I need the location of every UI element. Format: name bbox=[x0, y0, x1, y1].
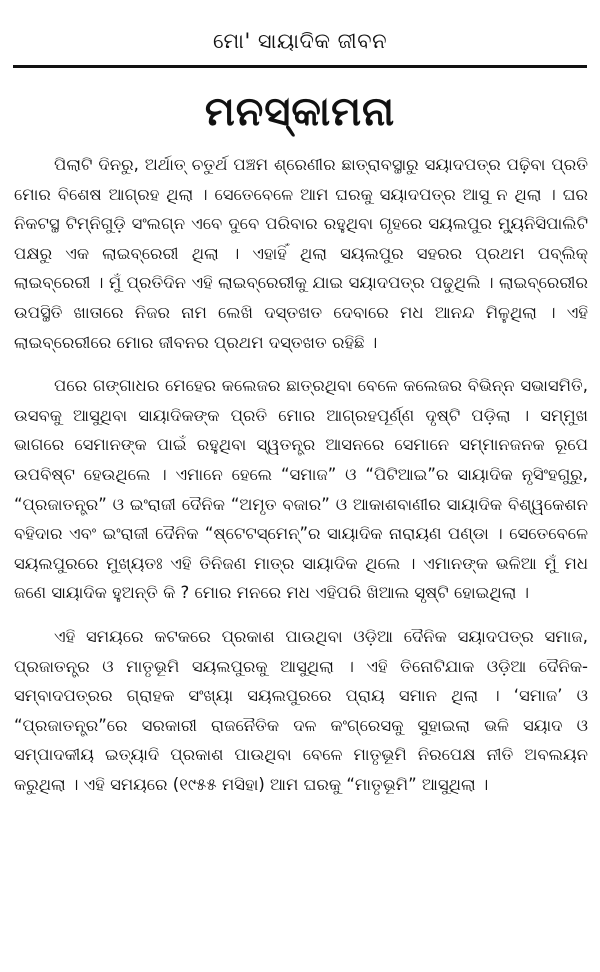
body-text bbox=[14, 150, 588, 799]
paragraph-1: ପିଲାଟି ଦିନରୁ, ଅର୍ଥାତ୍ ଚତୁର୍ଥ ପଞ୍ଚମ ଶ୍ରେଣୀର ଛାତ୍ରାବସ୍ଥାରୁ ସୟାଦପତ୍ର ପଢ଼ିବା ପ୍ରତି ମୋର ବିଶେଷ ଆଗ୍ରହ ଥିଲା । ସେତେବେଳେ ଆମ ଘରକୁ ସୟାଦପତ୍ର ଆସୁ ନ ଥିଲା । ଘର ନିକଟସ୍ଥ ଟିମ୍‌ନିଗୁଡ଼ି ସଂଲଗ୍ନ ଏବେ ଦୁବେ ପରିବାର ରହୁଥିବା ଗୃହରେ ସୟଲପୁର ମ୍ୟୁନିସିପାଲିଟି ପକ୍ଷରୁ ଏକ ଲାଇବ୍ରେରୀ ଥିଲା । ଏହାହିଁ ଥିଲା ସୟଲପୁର ସହରର ପ୍ରଥମ ପବ୍ଲିକ୍ ଲାଇବ୍ରେରୀ । ମୁଁ ପ୍ରତିଦିନ ଏହି ଲାଇବ୍ରେରୀକୁ ଯାଇ ସୟାଦପତ୍ର ପଢୁଥିଲି । ଲାଇବ୍ରେରୀର ଉପସ୍ଥିତି ଖାତାରେ ନିଜର ନାମ ଲେଖି ଦସ୍ତଖତ ଦେବାରେ ମଧ ଆନନ୍ଦ ମିଳୁଥିଲା । ଏହି ଲାଇବ୍ରେରୀରେ ମୋର ଜୀବନର ପ୍ରଥମ ଦସ୍ତଖତ ରହିଛି । bbox=[14, 155, 588, 352]
running-header: ମୋ' ସାୟାଦିକ ଜୀବନ bbox=[212, 29, 388, 53]
header-divider bbox=[13, 65, 587, 68]
chapter-title: ମନସ୍କାମନା bbox=[204, 89, 396, 135]
paragraph-2: ପରେ ଗଙ୍ଗାଧର ମେହେର କଲେଜର ଛାତ୍ରଥିବା ବେଳେ କଲେଜର ବିଭିନ୍ନ ସଭାସମିତି, ଉସବକୁ ଆସୁଥିବା ସାୟାଦିକଙ୍କ ପ୍ରତି ମୋର ଆଗ୍ରହପୂର୍ଣ୍ଣ ଦୃଷ୍ଟି ପଡ଼ିଲା । ସମ୍ମୁଖ ଭାଗରେ ସେମାନଙ୍କ ପାଇଁ ରହୁଥିବା ସ୍ୱତନ୍ତ୍ର ଆସନରେ ସେମାନେ ସମ୍ମାନଜନକ ରୂପେ ଉପବିଷ୍ଟ ହେଉଥିଲେ । ଏମାନେ ହେଲେ “ସମାଜ” ଓ “ପିଟିଆଇ”ର ସାୟାଦିକ ନୃସିଂହଗୁରୁ, “ପ୍ରଜାତନ୍ତ୍ର” ଓ ଇଂରାଜୀ ଦୈନିକ “ଅମୃତ ବଜାର” ଓ ଆକାଶବାଣୀର ସାୟାଦିକ ବିଶ୍ୱକେଶନ ବହିଦାର ଏବଂ ଇଂରାଜୀ ଦୈନିକ “ଷ୍ଟେଟସ୍‌ମେନ୍”ର ସାୟାଦିକ ନାରାୟଣ ପଣ୍ଡା । ସେତେବେଳେ ସୟଲପୁରରେ ମୁଖ୍ୟତଃ ଏହି ତିନିଜଣ ମାତ୍ର ସାୟାଦିକ ଥିଲେ । ଏମାନଙ୍କ ଭଳିଆ ମୁଁ ମଧ ଜଣେ ସାୟାଦିକ ହୁଅନ୍ତି କି ? ମୋର ମନରେ ମଧ ଏହିପରି ଖିଆଲ ସୃଷ୍ଟି ହୋଇଥିଲା । bbox=[14, 376, 588, 603]
paragraph-3: ଏହି ସମୟରେ କଟକରେ ପ୍ରକାଶ ପାଉଥିବା ଓଡ଼ିଆ ଦୈନିକ ସୟାଦପତ୍ର ସମାଜ, ପ୍ରଜାତନ୍ତ୍ର ଓ ମାତୃଭୂମି ସୟଲପୁରକୁ ଆସୁଥିଲା । ଏହି ତିନୋଟିଯାକ ଓଡ଼ିଆ ଦୈନିକ-ସମ୍ବାଦପତ୍ରର ଗ୍ରାହକ ସଂଖ୍ୟା ସୟଲପୁରରେ ପ୍ରାୟ ସମାନ ଥିଲା । ‘ସମାଜ’ ଓ “ପ୍ରଜାତନ୍ତ୍ର”ରେ ସରକାରୀ ରାଜନୈତିକ ଦଳ କଂଗ୍ରେସକୁ ସୁହାଇଲା ଭଳି ସୟାଦ ଓ ସମ୍ପାଦକୀୟ ଇତ୍ୟାଦି ପ୍ରକାଶ ପାଉଥିବା ବେଳେ ମାତୃଭୂମି ନିରପେକ୍ଷ ନୀତି ଅବଲୟନ କରୁଥିଲା । ଏହି ସମୟରେ (୧୯୫୫ ମସିହା) ଆମ ଘରକୁ “ମାତୃଭୂମି” ଆସୁଥିଲା । bbox=[14, 626, 588, 794]
